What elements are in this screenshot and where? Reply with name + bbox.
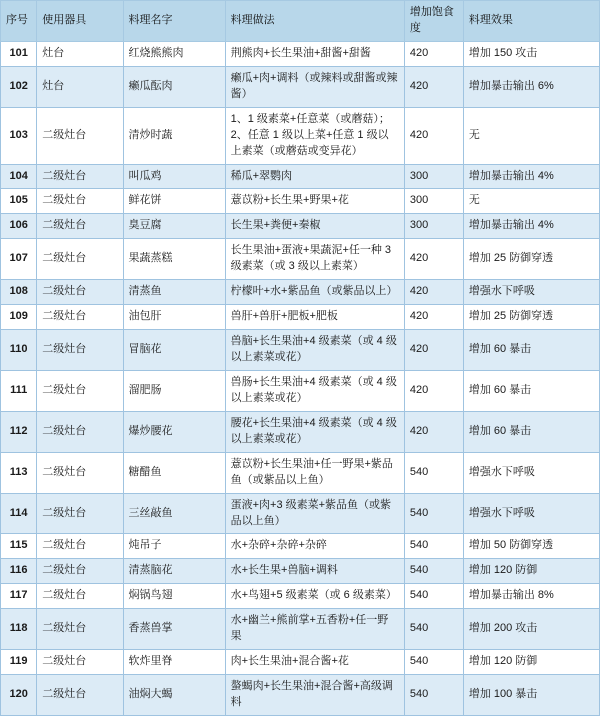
cell-tool: 二级灶台 <box>37 370 123 411</box>
cell-index: 119 <box>1 650 37 675</box>
cell-tool: 二级灶台 <box>37 650 123 675</box>
cell-satiety: 420 <box>404 370 463 411</box>
cell-effect: 增加暴击输出 4% <box>463 214 599 239</box>
cell-recipe: 稀瓜+翠鹦肉 <box>225 164 404 189</box>
cell-index: 107 <box>1 239 37 280</box>
cell-tool: 二级灶台 <box>37 452 123 493</box>
cell-name: 红烧熊熊肉 <box>123 41 225 66</box>
cell-name: 臭豆腐 <box>123 214 225 239</box>
cell-recipe: 荆熊肉+长生果油+甜酱+甜酱 <box>225 41 404 66</box>
cell-recipe: 柠檬叶+水+紫品鱼（或紫品以上） <box>225 280 404 305</box>
table-row <box>1 189 600 214</box>
cell-tool: 二级灶台 <box>37 411 123 452</box>
column-header-effect: 料理效果 <box>463 1 599 42</box>
cell-name: 糖醋鱼 <box>123 452 225 493</box>
table-row <box>1 534 600 559</box>
cell-recipe: 兽肝+兽肝+肥板+肥板 <box>225 305 404 330</box>
cell-satiety: 300 <box>404 189 463 214</box>
cell-tool: 灶台 <box>37 41 123 66</box>
cell-recipe: 兽肠+长生果油+4 级素菜（或 4 级以上素菜或花） <box>225 370 404 411</box>
table-row <box>1 66 600 107</box>
cell-effect: 增加 60 暴击 <box>463 411 599 452</box>
cell-tool: 灶台 <box>37 66 123 107</box>
cell-satiety: 300 <box>404 214 463 239</box>
column-header-satiety: 增加饱食度 <box>404 1 463 42</box>
table-row <box>1 370 600 411</box>
cell-name: 香蒸兽掌 <box>123 609 225 650</box>
cell-satiety: 420 <box>404 41 463 66</box>
cell-index: 114 <box>1 493 37 534</box>
cell-index: 110 <box>1 330 37 371</box>
table-row <box>1 107 600 164</box>
table-row <box>1 305 600 330</box>
table-row <box>1 675 600 716</box>
table-header <box>1 1 600 42</box>
cell-index: 112 <box>1 411 37 452</box>
table-row <box>1 214 600 239</box>
cell-satiety: 420 <box>404 305 463 330</box>
cell-index: 103 <box>1 107 37 164</box>
cell-satiety: 540 <box>404 650 463 675</box>
cell-name: 爆炒腰花 <box>123 411 225 452</box>
cell-tool: 二级灶台 <box>37 280 123 305</box>
cell-recipe: 螯蝎肉+长生果油+混合酱+高级调料 <box>225 675 404 716</box>
cell-name: 癞瓜酝肉 <box>123 66 225 107</box>
table-body <box>1 41 600 715</box>
table-row <box>1 493 600 534</box>
cell-recipe: 薏苡粉+长生果油+任一野果+紫品鱼（或紫品以上鱼） <box>225 452 404 493</box>
table-row <box>1 411 600 452</box>
cell-name: 油包肝 <box>123 305 225 330</box>
cell-recipe: 水+鸟翅+5 级素菜（或 6 级素菜） <box>225 584 404 609</box>
cell-recipe: 水+杂碎+杂碎+杂碎 <box>225 534 404 559</box>
cell-satiety: 420 <box>404 330 463 371</box>
cell-satiety: 540 <box>404 675 463 716</box>
cell-tool: 二级灶台 <box>37 305 123 330</box>
cell-effect: 增加 60 暴击 <box>463 370 599 411</box>
cell-satiety: 420 <box>404 280 463 305</box>
cell-name: 清蒸脑花 <box>123 559 225 584</box>
cell-recipe: 薏苡粉+长生果+野果+花 <box>225 189 404 214</box>
cell-satiety: 540 <box>404 584 463 609</box>
table-row <box>1 330 600 371</box>
column-header-index: 序号 <box>1 1 37 42</box>
cell-recipe: 肉+长生果油+混合酱+花 <box>225 650 404 675</box>
cell-effect: 增加 60 暴击 <box>463 330 599 371</box>
cell-effect: 增强水下呼吸 <box>463 280 599 305</box>
cell-index: 108 <box>1 280 37 305</box>
table-row <box>1 559 600 584</box>
cell-recipe: 水+长生果+兽脑+调料 <box>225 559 404 584</box>
table-row <box>1 41 600 66</box>
cell-effect: 增加 200 攻击 <box>463 609 599 650</box>
cell-index: 116 <box>1 559 37 584</box>
cell-name: 清炒时蔬 <box>123 107 225 164</box>
cell-effect: 无 <box>463 107 599 164</box>
cell-index: 106 <box>1 214 37 239</box>
cell-recipe: 腰花+长生果油+4 级素菜（或 4 级以上素菜或花） <box>225 411 404 452</box>
cell-effect: 增加 25 防御穿透 <box>463 239 599 280</box>
cell-recipe: 水+幽兰+熊前掌+五香粉+任一野果 <box>225 609 404 650</box>
cell-tool: 二级灶台 <box>37 189 123 214</box>
cell-name: 鲜花饼 <box>123 189 225 214</box>
cell-satiety: 540 <box>404 452 463 493</box>
table-row <box>1 650 600 675</box>
cell-recipe: 癞瓜+肉+调料（或辣料或甜酱或辣酱） <box>225 66 404 107</box>
cell-tool: 二级灶台 <box>37 609 123 650</box>
table-row <box>1 164 600 189</box>
cell-name: 果蔬蒸糕 <box>123 239 225 280</box>
cell-effect: 增加暴击输出 6% <box>463 66 599 107</box>
cell-satiety: 540 <box>404 609 463 650</box>
cell-name: 焖锅鸟翅 <box>123 584 225 609</box>
cell-tool: 二级灶台 <box>37 534 123 559</box>
cell-name: 溜肥肠 <box>123 370 225 411</box>
cell-index: 113 <box>1 452 37 493</box>
cell-recipe: 长生果+粪便+秦椒 <box>225 214 404 239</box>
cell-name: 叫瓜鸡 <box>123 164 225 189</box>
cell-recipe: 长生果油+蛋液+果蔬泥+任一种 3 级素菜（或 3 级以上素菜） <box>225 239 404 280</box>
column-header-tool: 使用器具 <box>37 1 123 42</box>
cell-tool: 二级灶台 <box>37 164 123 189</box>
cell-index: 102 <box>1 66 37 107</box>
table-row <box>1 609 600 650</box>
cell-effect: 无 <box>463 189 599 214</box>
table-row <box>1 239 600 280</box>
cell-satiety: 420 <box>404 107 463 164</box>
cell-recipe: 1、1 级素菜+任意菜（或蘑菇）；2、任意 1 级以上菜+任意 1 级以上素菜（或蘑菇或变异花） <box>225 107 404 164</box>
column-header-recipe: 料理做法 <box>225 1 404 42</box>
cell-index: 115 <box>1 534 37 559</box>
cell-recipe: 蛋液+肉+3 级素菜+紫品鱼（或紫品以上鱼） <box>225 493 404 534</box>
cell-name: 油焖大蝎 <box>123 675 225 716</box>
cell-tool: 二级灶台 <box>37 493 123 534</box>
cell-effect: 增加 120 防御 <box>463 650 599 675</box>
cell-name: 清蒸鱼 <box>123 280 225 305</box>
cell-name: 三丝敲鱼 <box>123 493 225 534</box>
cell-effect: 增加暴击输出 8% <box>463 584 599 609</box>
cell-effect: 增加 50 防御穿透 <box>463 534 599 559</box>
cell-recipe: 兽脑+长生果油+4 级素菜（或 4 级以上素菜或花） <box>225 330 404 371</box>
cell-satiety: 420 <box>404 66 463 107</box>
cell-index: 118 <box>1 609 37 650</box>
cell-satiety: 540 <box>404 534 463 559</box>
cell-name: 软炸里脊 <box>123 650 225 675</box>
cell-satiety: 300 <box>404 164 463 189</box>
cell-name: 冒脑花 <box>123 330 225 371</box>
table-row <box>1 452 600 493</box>
cell-index: 101 <box>1 41 37 66</box>
cell-index: 111 <box>1 370 37 411</box>
cell-effect: 增加 150 攻击 <box>463 41 599 66</box>
cell-satiety: 420 <box>404 411 463 452</box>
cell-effect: 增加 100 暴击 <box>463 675 599 716</box>
table-row <box>1 584 600 609</box>
cell-tool: 二级灶台 <box>37 239 123 280</box>
cell-tool: 二级灶台 <box>37 214 123 239</box>
table-header-row <box>1 1 600 42</box>
cell-tool: 二级灶台 <box>37 675 123 716</box>
cell-name: 炖吊子 <box>123 534 225 559</box>
column-header-name: 料理名字 <box>123 1 225 42</box>
cell-index: 104 <box>1 164 37 189</box>
table-row <box>1 280 600 305</box>
cell-effect: 增加暴击输出 4% <box>463 164 599 189</box>
cell-satiety: 420 <box>404 239 463 280</box>
cell-index: 109 <box>1 305 37 330</box>
cell-tool: 二级灶台 <box>37 559 123 584</box>
cell-index: 120 <box>1 675 37 716</box>
cell-tool: 二级灶台 <box>37 330 123 371</box>
cell-effect: 增加 120 防御 <box>463 559 599 584</box>
cell-effect: 增强水下呼吸 <box>463 452 599 493</box>
cell-tool: 二级灶台 <box>37 107 123 164</box>
cell-tool: 二级灶台 <box>37 584 123 609</box>
cell-effect: 增强水下呼吸 <box>463 493 599 534</box>
cell-index: 105 <box>1 189 37 214</box>
cell-index: 117 <box>1 584 37 609</box>
cell-effect: 增加 25 防御穿透 <box>463 305 599 330</box>
cell-satiety: 540 <box>404 493 463 534</box>
cell-satiety: 540 <box>404 559 463 584</box>
